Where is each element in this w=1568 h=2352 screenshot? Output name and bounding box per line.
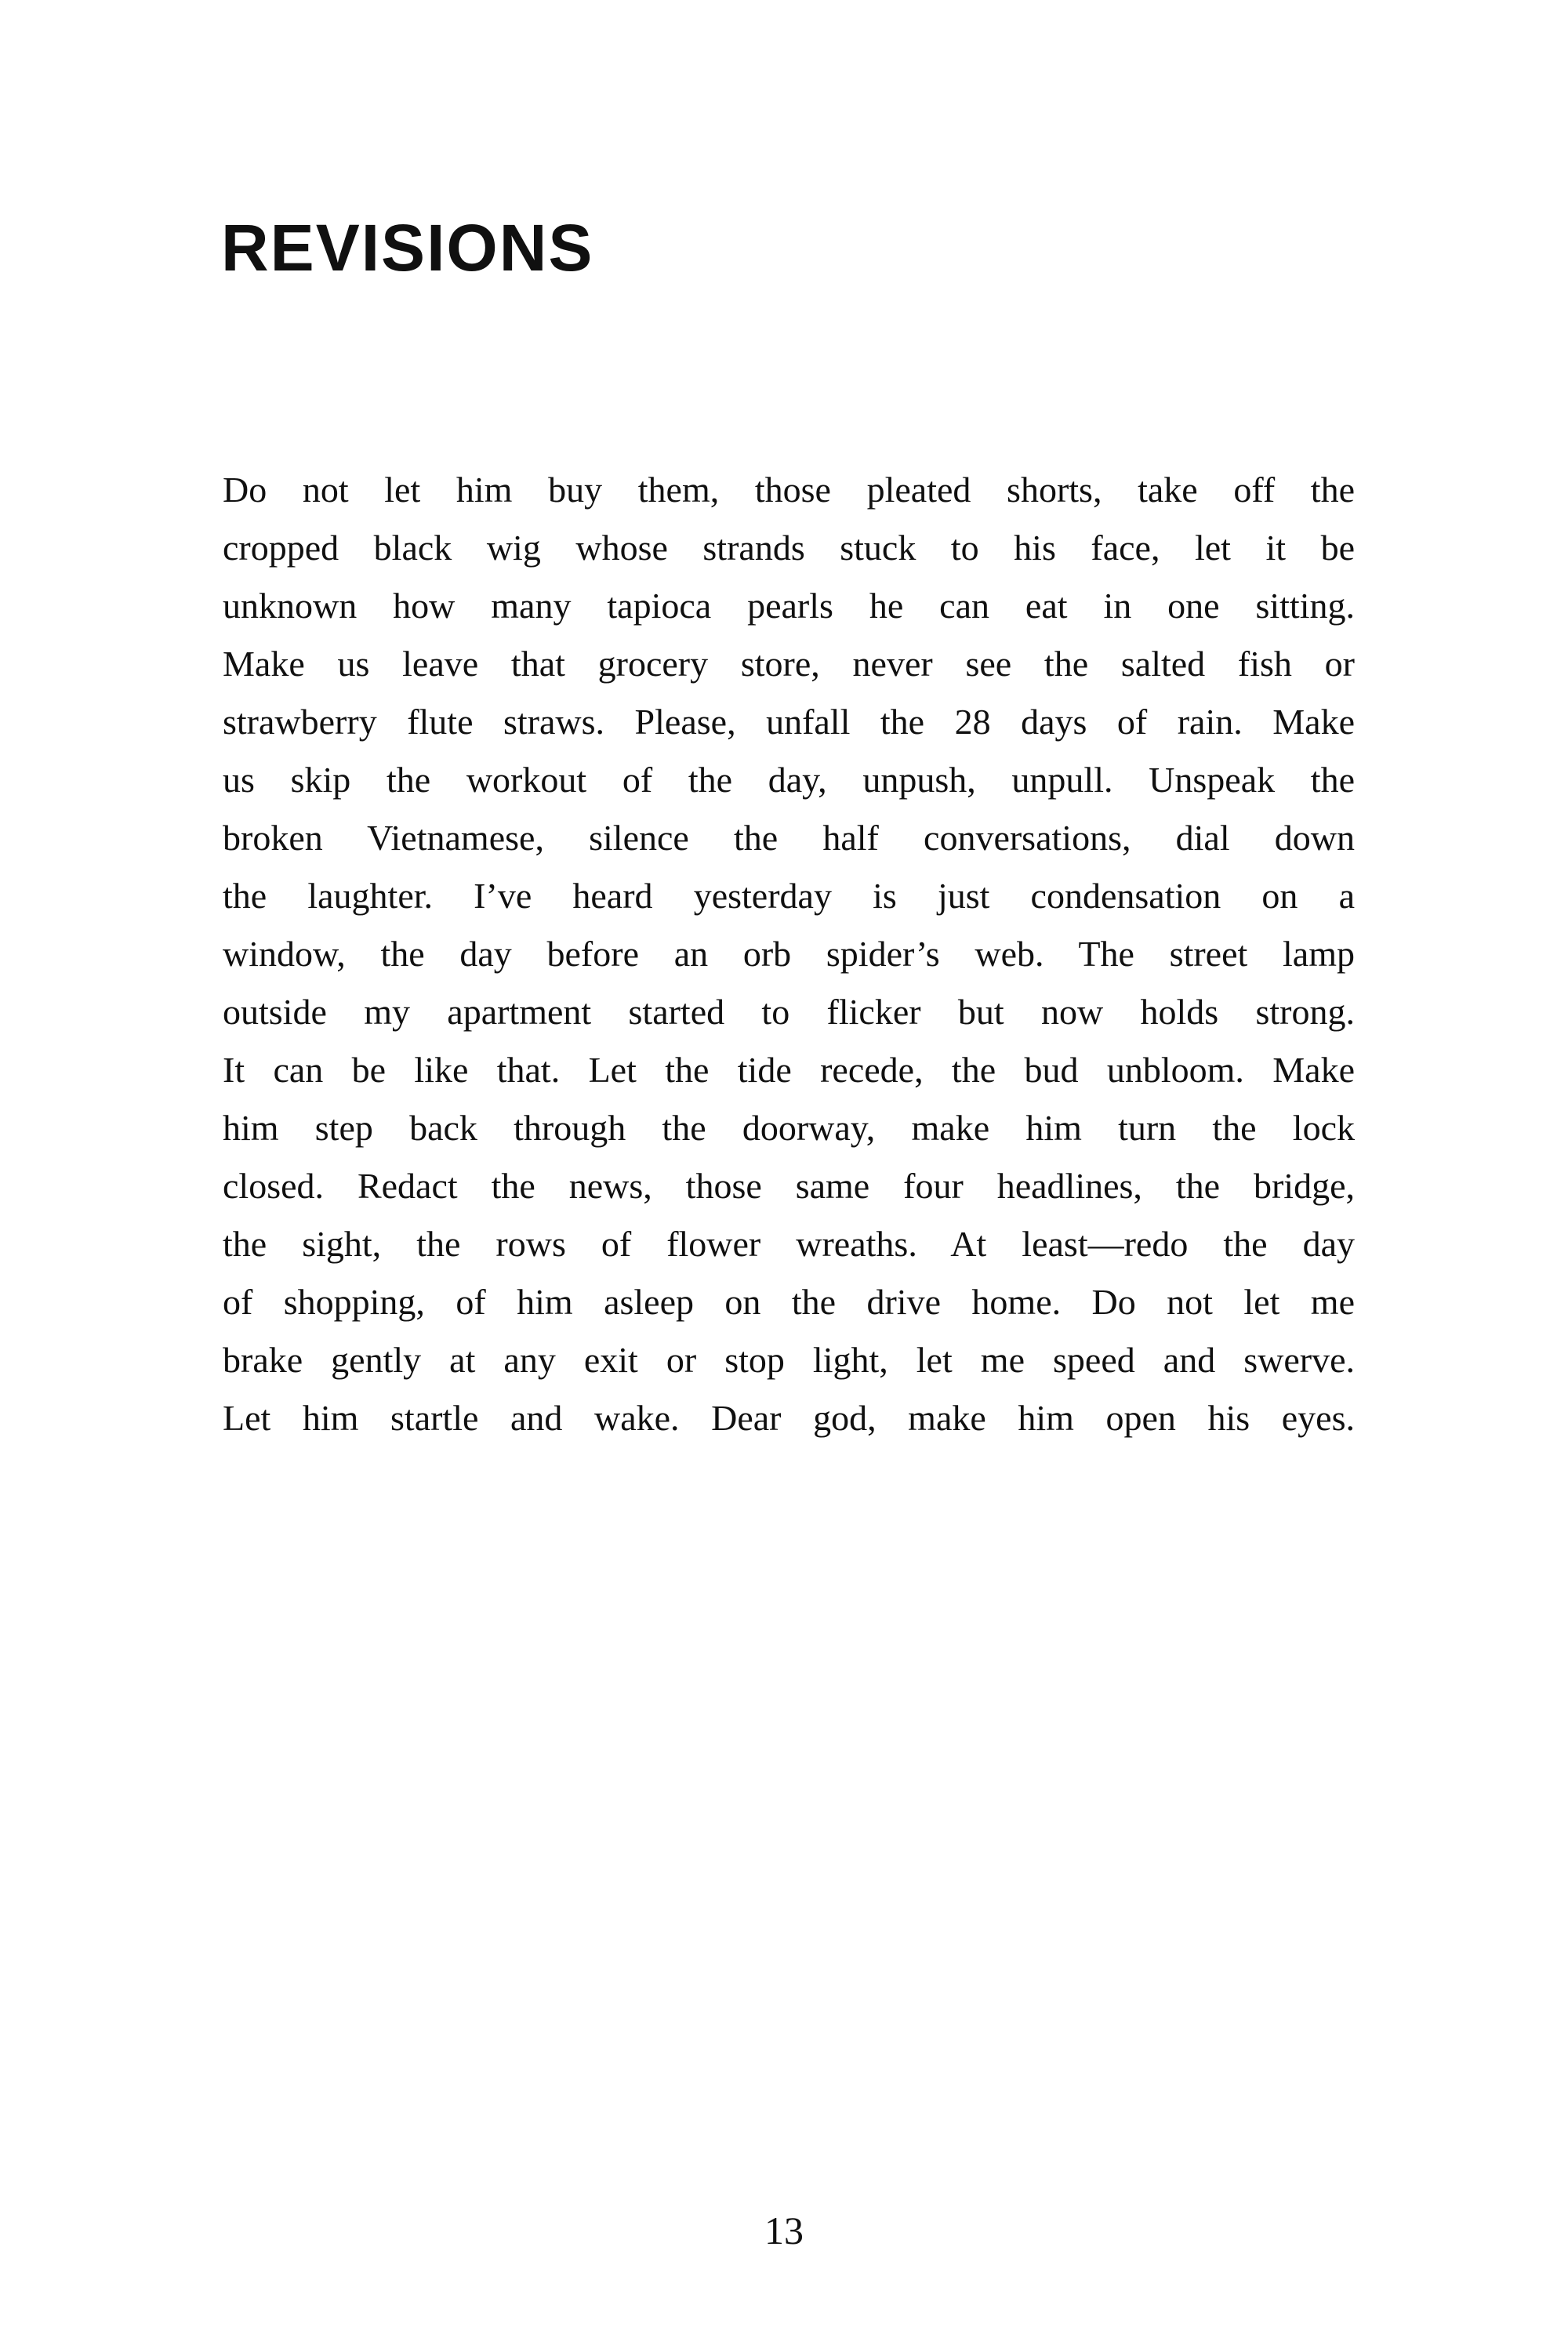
poem-line: outside my apartment started to flicker but now holds strong. xyxy=(223,992,1355,1032)
poem-line: window, the day before an orb spider’s web. The street lamp xyxy=(223,934,1355,974)
poem-line: cropped black wig whose strands stuck to his face, let it be xyxy=(223,528,1355,568)
poem-line: closed. Redact the news, those same four headlines, the bridge, xyxy=(223,1166,1355,1206)
poem-line: strawberry flute straws. Please, unfall the 28 days of rain. Make xyxy=(223,702,1355,742)
poem-line: Do not let him buy them, those pleated shorts, take off the xyxy=(223,470,1355,510)
poem-line: us skip the workout of the day, unpush, unpull. Unspeak the xyxy=(223,760,1355,800)
page-number: 13 xyxy=(764,2209,804,2252)
poem-line: broken Vietnamese, silence the half conversations, dial down xyxy=(223,818,1355,858)
poem-line: It can be like that. Let the tide recede, the bud unbloom. Make xyxy=(223,1050,1355,1090)
poem-line: him step back through the doorway, make him turn the lock xyxy=(223,1108,1355,1148)
poem-line: the sight, the rows of flower wreaths. At least—redo the day xyxy=(223,1224,1355,1264)
poem-line: unknown how many tapioca pearls he can eat in one sitting. xyxy=(223,586,1355,626)
poem-paragraph xyxy=(223,461,1355,1447)
poem-line: of shopping, of him asleep on the drive home. Do not let me xyxy=(223,1282,1355,1322)
poem-line: brake gently at any exit or stop light, let me speed and swerve. xyxy=(223,1340,1355,1380)
poem-line: the laughter. I’ve heard yesterday is just condensation on a xyxy=(223,876,1355,916)
chapter-title: REVISIONS xyxy=(221,211,594,285)
poem-line: Make us leave that grocery store, never see the salted fish or xyxy=(223,644,1355,684)
poem-line: Let him startle and wake. Dear god, make him open his eyes. xyxy=(223,1398,1355,1438)
